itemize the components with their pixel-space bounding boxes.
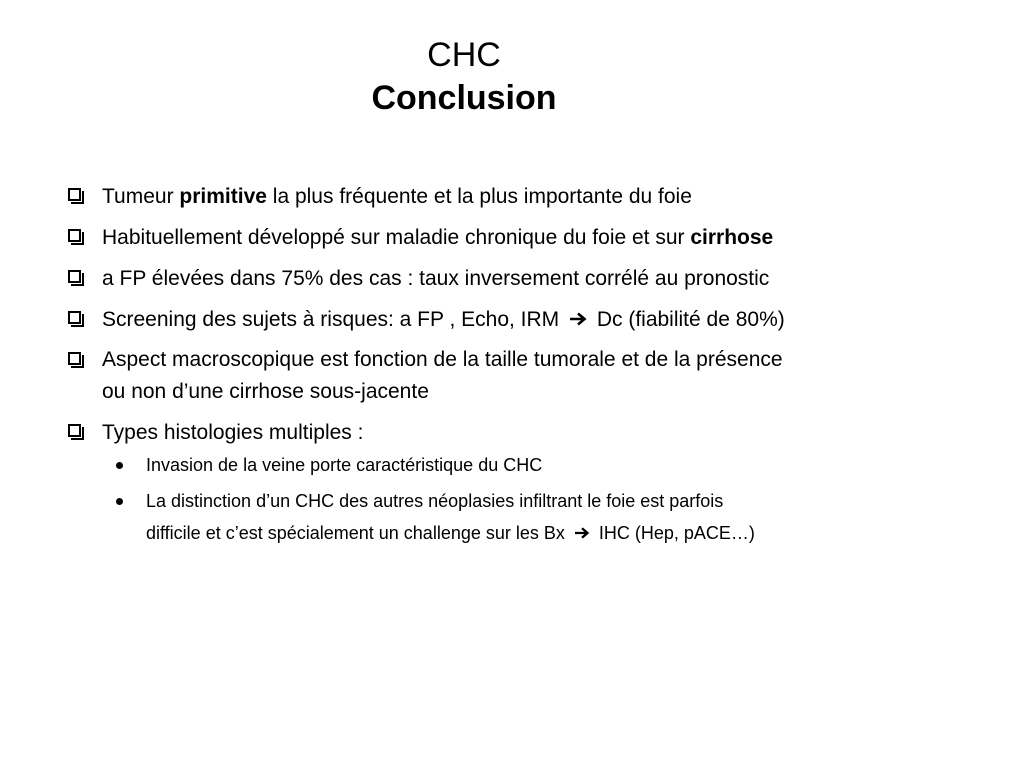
bullet-text: Dc (fiabilité de 80%) — [591, 308, 785, 331]
bullet-text: a FP élevées dans 75% des cas : taux inversement corrélé au pronostic — [102, 267, 770, 290]
title-line-chc: CHC — [427, 36, 501, 74]
checkbox-bullet-icon — [68, 352, 81, 365]
checkbox-bullet-icon — [68, 229, 81, 242]
dot-bullet-icon — [116, 498, 123, 505]
slide-title — [0, 34, 928, 119]
bullet-bold-text: primitive — [179, 185, 267, 208]
bullet-item-afp — [62, 262, 982, 295]
bullet-item-aspect — [62, 344, 982, 408]
sub-bullet-item-distinction — [106, 485, 982, 549]
right-arrow-icon — [574, 527, 590, 539]
checkbox-bullet-icon — [68, 270, 81, 283]
bullet-text: Screening des sujets à risques: a FP , Echo, IRM — [102, 308, 565, 331]
bullet-item-tumeur — [62, 180, 982, 213]
dot-bullet-icon — [116, 462, 123, 469]
bullet-text: la plus fréquente et la plus importante du foie — [266, 185, 692, 208]
right-arrow-icon — [569, 312, 587, 326]
bullet-text-line1: Aspect macroscopique est fonction de la taille tumorale et de la présence — [102, 348, 783, 371]
sub-bullet-list — [62, 449, 982, 549]
checkbox-bullet-icon — [68, 424, 81, 437]
title-line-conclusion: Conclusion — [371, 78, 557, 117]
bullet-text: Tumeur — [102, 185, 180, 208]
checkbox-bullet-icon — [68, 311, 81, 324]
checkbox-bullet-icon — [68, 188, 81, 201]
slide-content — [62, 180, 982, 557]
bullet-text: Types histologies multiples : — [102, 421, 364, 444]
sub-bullet-text-line1: La distinction d’un CHC des autres néoplasies infiltrant le foie est parfois — [146, 491, 724, 511]
bullet-item-types — [62, 416, 982, 549]
sub-bullet-item-invasion — [106, 449, 982, 481]
sub-bullet-text: IHC (Hep, pACE…) — [593, 523, 755, 543]
bullet-text-line2: ou non d’une cirrhose sous-jacente — [102, 380, 429, 403]
bullet-item-habituellement — [62, 221, 982, 254]
bullet-text: Habituellement développé sur maladie chronique du foie et sur — [102, 226, 691, 249]
sub-bullet-text: Invasion de la veine porte caractéristique du CHC — [146, 455, 543, 475]
bullet-item-screening — [62, 303, 982, 336]
bullet-list — [62, 180, 982, 549]
bullet-bold-text: cirrhose — [690, 226, 774, 249]
sub-bullet-text-line2: difficile et c’est spécialement un challenge sur les Bx — [146, 523, 570, 543]
